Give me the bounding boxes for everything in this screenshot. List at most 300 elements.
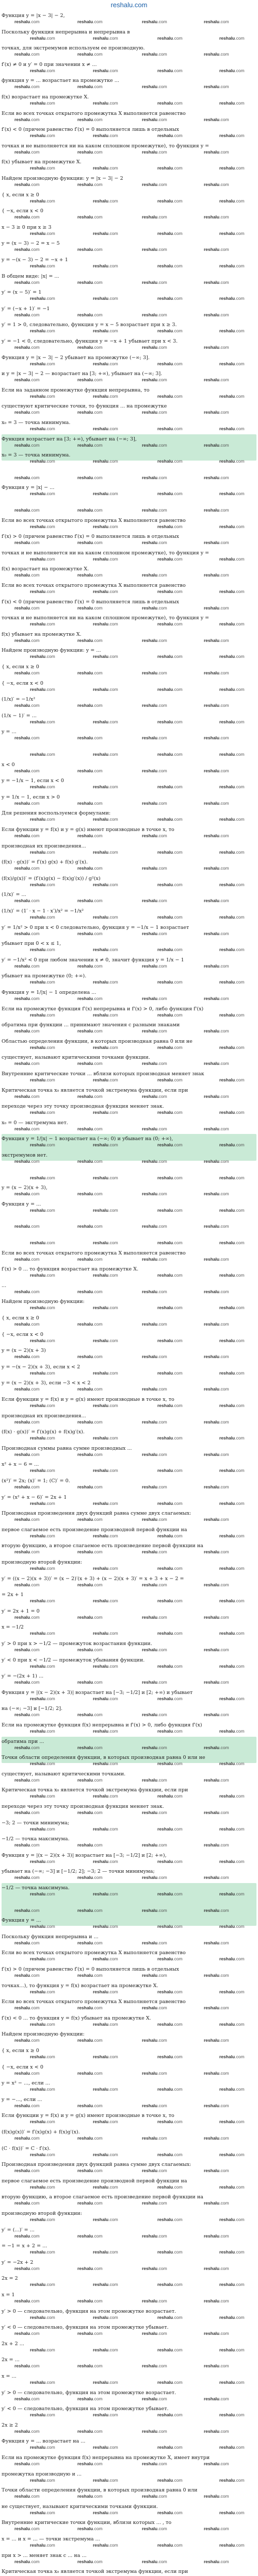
watermark-text: reshalu.com <box>204 247 229 252</box>
solution-line: Если во всех точках открытого промежутка X выполняется равенство <box>2 1250 186 1256</box>
watermark-text: reshalu.com <box>142 800 167 806</box>
watermark-text: reshalu.com <box>204 507 229 513</box>
watermark-text: reshalu.com <box>14 2200 40 2206</box>
watermark-text: reshalu.com <box>204 1159 229 1164</box>
solution-line: f′(x) > 0 (причем равенство f′(x) = 0 выполняется лишь в отдельных <box>2 534 180 540</box>
watermark-text: reshalu.com <box>142 1907 167 1913</box>
watermark-text: reshalu.com <box>77 1028 103 1034</box>
watermark-text: reshalu.com <box>142 703 167 708</box>
solution-line: y′ = −1/x² < 0 при любом значении x ≠ 0, значит функция y = 1/x − 1 <box>2 957 184 963</box>
watermark-text: reshalu.com <box>93 165 118 171</box>
solution-line: y′ > 0 — следовательно, функция на этом промежутке возрастает. <box>2 2308 176 2314</box>
watermark-text: reshalu.com <box>30 1273 55 1278</box>
solution-line: y′ = ((x − 2)(x + 3))′ = (x − 2)′(x + 3) + (x − 2)(x + 3)′ = x + 3 + x − 2 = <box>2 1575 184 1582</box>
solution-line: существует, называют критическими точками. <box>2 1771 126 1777</box>
solution-line: (f(x) · g(x))′ = f′(x) g(x) + f(x) g′(x). <box>2 859 88 866</box>
solution-line: x < 0 <box>2 761 15 768</box>
watermark-text: reshalu.com <box>30 1012 55 1018</box>
watermark-text: reshalu.com <box>30 1077 55 1082</box>
watermark-text: reshalu.com <box>219 1956 245 1962</box>
watermark-text: reshalu.com <box>142 1614 167 1620</box>
watermark-text: reshalu.com <box>204 540 229 546</box>
watermark-text: reshalu.com <box>14 84 40 90</box>
watermark-text: reshalu.com <box>77 312 103 317</box>
watermark-text: reshalu.com <box>93 2347 118 2352</box>
watermark-text: reshalu.com <box>77 2265 103 2271</box>
watermark-text: reshalu.com <box>77 1582 103 1587</box>
watermark-text: reshalu.com <box>219 1598 245 1604</box>
watermark-text: reshalu.com <box>142 1680 167 1685</box>
watermark-text: reshalu.com <box>77 1517 103 1522</box>
solution-line: Если во всех точках открытого промежутка X выполняется равенство <box>2 1999 186 2005</box>
watermark-text: reshalu.com <box>77 2298 103 2303</box>
watermark-text: reshalu.com <box>14 2038 40 2043</box>
watermark-text: reshalu.com <box>157 1370 183 1376</box>
solution-line: y′ = (x² + x − 6)′ = 2x + 1 <box>2 1494 67 1500</box>
solution-line: вторую функцию, а второе слагаемое есть произведение первой функции на <box>2 2194 203 2200</box>
watermark-text: reshalu.com <box>30 2249 55 2255</box>
watermark-text: reshalu.com <box>219 1858 245 1864</box>
watermark-text: reshalu.com <box>157 2412 183 2418</box>
solution-line: точках, для экстремумов используем ее производную. <box>2 45 145 52</box>
solution-line: точках и не выполняется ни на каком сплошном промежутке), то функция y = <box>2 550 209 556</box>
watermark-text: reshalu.com <box>219 621 245 627</box>
watermark-text: reshalu.com <box>30 2510 55 2515</box>
watermark-text: reshalu.com <box>142 1484 167 1489</box>
solution-line: промежутка производную и ... <box>2 2471 82 2477</box>
watermark-text: reshalu.com <box>157 1891 183 1896</box>
watermark-text: reshalu.com <box>204 2005 229 2011</box>
watermark-text: reshalu.com <box>157 1175 183 1180</box>
watermark-text: reshalu.com <box>157 621 183 627</box>
watermark-text: reshalu.com <box>204 1321 229 1327</box>
watermark-text: reshalu.com <box>204 442 229 448</box>
solution-line: первое слагаемое есть произведение производной первой функции на <box>2 1527 187 1533</box>
watermark-text: reshalu.com <box>93 1761 118 1767</box>
watermark-text: reshalu.com <box>93 1142 118 1148</box>
solution-line: y′ = −(2x + 1) ... <box>2 1673 44 1680</box>
watermark-text: reshalu.com <box>219 1793 245 1799</box>
watermark-text: reshalu.com <box>157 2314 183 2320</box>
watermark-text: reshalu.com <box>93 361 118 366</box>
watermark-text: reshalu.com <box>142 52 167 57</box>
watermark-text: reshalu.com <box>142 930 167 936</box>
watermark-text: reshalu.com <box>30 2477 55 2483</box>
watermark-text: reshalu.com <box>14 996 40 1001</box>
solution-line: x₀ = 0 — экстремума нет. <box>2 1120 68 1126</box>
solution-line: y = x² − ..., если ... <box>2 2080 50 2087</box>
solution-line: y = −..., если ... <box>2 2096 42 2103</box>
watermark-text: reshalu.com <box>204 898 229 904</box>
watermark-text: reshalu.com <box>30 621 55 627</box>
solution-line: y′ = 1/x² > 0 при x < 0 следовательно, функция y = −1/x − 1 возрастает <box>2 924 189 930</box>
watermark-text: reshalu.com <box>14 1159 40 1164</box>
watermark-text: reshalu.com <box>142 214 167 220</box>
watermark-text: reshalu.com <box>204 670 229 675</box>
watermark-text: reshalu.com <box>142 2103 167 2108</box>
solution-line: Если функции y = f(x) и y = g(x) имеют производные в точке x, то <box>2 2113 174 2119</box>
watermark-text: reshalu.com <box>14 2396 40 2401</box>
watermark-text: reshalu.com <box>93 1468 118 1473</box>
watermark-text: reshalu.com <box>204 1744 229 1750</box>
watermark-text: reshalu.com <box>204 1810 229 1815</box>
watermark-text: reshalu.com <box>157 849 183 855</box>
solution-line: y = ... <box>2 729 17 735</box>
watermark-text: reshalu.com <box>93 1012 118 1018</box>
watermark-text: reshalu.com <box>14 377 40 383</box>
watermark-text: reshalu.com <box>77 1354 103 1360</box>
watermark-text: reshalu.com <box>93 1989 118 1994</box>
watermark-text: reshalu.com <box>157 1077 183 1082</box>
watermark-text: reshalu.com <box>93 621 118 627</box>
watermark-text: reshalu.com <box>14 1582 40 1587</box>
watermark-text: reshalu.com <box>14 345 40 350</box>
watermark-text: reshalu.com <box>142 149 167 155</box>
watermark-text: reshalu.com <box>14 1517 40 1522</box>
watermark-text: reshalu.com <box>93 1207 118 1213</box>
watermark-text: reshalu.com <box>30 654 55 659</box>
watermark-text: reshalu.com <box>219 1435 245 1441</box>
watermark-text: reshalu.com <box>14 1354 40 1360</box>
watermark-text: reshalu.com <box>204 703 229 708</box>
solution-line <box>2 501 256 508</box>
watermark-text: reshalu.com <box>157 296 183 301</box>
watermark-text: reshalu.com <box>14 2103 40 2108</box>
watermark-text: reshalu.com <box>77 1321 103 1327</box>
watermark-text: reshalu.com <box>219 752 245 757</box>
watermark-text: reshalu.com <box>77 2331 103 2336</box>
watermark-text: reshalu.com <box>204 2461 229 2466</box>
watermark-text: reshalu.com <box>142 312 167 317</box>
watermark-text: reshalu.com <box>93 1696 118 1701</box>
watermark-text: reshalu.com <box>93 2151 118 2157</box>
watermark-text: reshalu.com <box>157 1207 183 1213</box>
watermark-text: reshalu.com <box>204 214 229 220</box>
solution-line: и y = |x − 3| − 2 — возрастает на [3; +∞), убывает на (−∞; 3]. <box>2 371 163 377</box>
watermark-text: reshalu.com <box>93 719 118 724</box>
watermark-text: reshalu.com <box>93 1663 118 1669</box>
watermark-text: reshalu.com <box>30 817 55 822</box>
watermark-text: reshalu.com <box>142 1126 167 1131</box>
watermark-text: reshalu.com <box>77 2461 103 2466</box>
watermark-text: reshalu.com <box>93 947 118 953</box>
solution-line: y = (x − 2)(x + 3) <box>2 1348 46 1354</box>
watermark-text: reshalu.com <box>204 1354 229 1360</box>
watermark-text: reshalu.com <box>157 491 183 497</box>
watermark-text: reshalu.com <box>204 1907 229 1913</box>
watermark-text: reshalu.com <box>93 1240 118 1245</box>
solution-line <box>2 1233 256 1241</box>
watermark-text: reshalu.com <box>14 279 40 285</box>
solution-line: y′ < 0 — следовательно, функция на этом промежутке убывает. <box>2 2325 169 2331</box>
solution-line: производную второй функции: <box>2 1560 83 1565</box>
watermark-text: reshalu.com <box>93 2054 118 2059</box>
solution-line: производную второй функции: <box>2 2211 83 2216</box>
watermark-text: reshalu.com <box>219 393 245 399</box>
watermark-text: reshalu.com <box>142 2233 167 2239</box>
watermark-text: reshalu.com <box>157 1403 183 1408</box>
watermark-text: reshalu.com <box>14 1093 40 1099</box>
watermark-text: reshalu.com <box>77 474 103 480</box>
watermark-text: reshalu.com <box>204 1289 229 1294</box>
watermark-text: reshalu.com <box>93 491 118 497</box>
watermark-text: reshalu.com <box>30 1403 55 1408</box>
watermark-text: reshalu.com <box>219 654 245 659</box>
watermark-text: reshalu.com <box>93 1077 118 1082</box>
watermark-text: reshalu.com <box>204 1451 229 1457</box>
watermark-text: reshalu.com <box>77 52 103 57</box>
watermark-text: reshalu.com <box>157 1337 183 1343</box>
watermark-text: reshalu.com <box>142 1744 167 1750</box>
solution-line: x − 3 ≥ 0 при x ≥ 3 <box>2 224 52 230</box>
watermark-text: reshalu.com <box>93 67 118 73</box>
watermark-text: reshalu.com <box>77 703 103 708</box>
watermark-text: reshalu.com <box>219 2054 245 2059</box>
watermark-text: reshalu.com <box>157 979 183 985</box>
watermark-text: reshalu.com <box>77 1875 103 1880</box>
watermark-text: reshalu.com <box>14 1484 40 1489</box>
watermark-text: reshalu.com <box>204 2363 229 2369</box>
solution-line: Областью определения функции, в которых производная равна 0 или не <box>2 1038 192 1044</box>
watermark-text: reshalu.com <box>157 1566 183 1571</box>
watermark-text: reshalu.com <box>219 1110 245 1115</box>
watermark-text: reshalu.com <box>93 35 118 41</box>
watermark-text: reshalu.com <box>204 84 229 90</box>
watermark-text: reshalu.com <box>77 963 103 969</box>
solution-line: убывает на (−∞; −3] и [−1/2; 2]; −3; 2 — точки минимума; <box>2 1869 155 1875</box>
watermark-text: reshalu.com <box>14 1126 40 1131</box>
solution-line: −1/2 — точка максимума. <box>2 1836 70 1842</box>
watermark-text: reshalu.com <box>142 1386 167 1392</box>
watermark-text: reshalu.com <box>93 100 118 106</box>
watermark-text: reshalu.com <box>93 1598 118 1604</box>
watermark-text: reshalu.com <box>219 35 245 41</box>
watermark-text: reshalu.com <box>77 540 103 546</box>
watermark-text: reshalu.com <box>14 507 40 513</box>
solution-line: y′ < 0 при x < −1/2 — промежуток убывания функции. <box>2 1657 145 1663</box>
watermark-text: reshalu.com <box>30 1598 55 1604</box>
watermark-text: reshalu.com <box>93 1826 118 1832</box>
watermark-text: reshalu.com <box>93 686 118 692</box>
watermark-text: reshalu.com <box>14 1777 40 1783</box>
solution-line: { x, если x ≥ 0 <box>2 2048 39 2054</box>
watermark-text: reshalu.com <box>14 442 40 448</box>
watermark-text: reshalu.com <box>219 1728 245 1734</box>
watermark-text: reshalu.com <box>93 2282 118 2287</box>
solution-line: Если функции y = f(x) и y = g(x) имеют производные в точке x, то <box>2 1397 174 1402</box>
watermark-text: reshalu.com <box>219 165 245 171</box>
solution-line: Если на промежутке функция f(x) непрерывна на промежутке X, имеет внутри <box>2 2455 210 2461</box>
watermark-text: reshalu.com <box>93 1403 118 1408</box>
watermark-text: reshalu.com <box>219 361 245 366</box>
watermark-text: reshalu.com <box>77 605 103 611</box>
watermark-text: reshalu.com <box>30 1566 55 1571</box>
solution-line: первое слагаемое есть произведение производной первой функции на <box>2 2178 187 2184</box>
solution-line: (1/x)′ = (1′ · x − 1 · x′)/x² = −1/x² <box>2 908 84 914</box>
watermark-text: reshalu.com <box>93 1273 118 1278</box>
watermark-text: reshalu.com <box>219 849 245 855</box>
watermark-text: reshalu.com <box>204 2526 229 2532</box>
watermark-text: reshalu.com <box>93 2217 118 2222</box>
watermark-text: reshalu.com <box>30 947 55 953</box>
watermark-text: reshalu.com <box>157 2151 183 2157</box>
watermark-text: reshalu.com <box>219 198 245 204</box>
watermark-text: reshalu.com <box>14 1191 40 1197</box>
watermark-text: reshalu.com <box>142 182 167 187</box>
watermark-text: reshalu.com <box>157 1761 183 1767</box>
watermark-text: reshalu.com <box>30 914 55 920</box>
watermark-text: reshalu.com <box>93 849 118 855</box>
watermark-text: reshalu.com <box>77 2136 103 2141</box>
watermark-text: reshalu.com <box>77 1842 103 1848</box>
watermark-text: reshalu.com <box>157 1631 183 1636</box>
watermark-text: reshalu.com <box>204 1191 229 1197</box>
watermark-text: reshalu.com <box>157 2054 183 2059</box>
watermark-text: reshalu.com <box>93 1110 118 1115</box>
watermark-text: reshalu.com <box>219 1924 245 1929</box>
watermark-text: reshalu.com <box>219 2314 245 2320</box>
watermark-text: reshalu.com <box>77 2396 103 2401</box>
watermark-text: reshalu.com <box>219 2249 245 2255</box>
solution-line: y′ = (...)′ = ... <box>2 2227 35 2233</box>
watermark-text: reshalu.com <box>93 1370 118 1376</box>
watermark-text: reshalu.com <box>142 2428 167 2434</box>
watermark-text: reshalu.com <box>142 963 167 969</box>
watermark-text: reshalu.com <box>219 1012 245 1018</box>
solution-line: точках...), то функция y = f(x) возрастает на промежутке X. <box>2 1982 158 1989</box>
watermark-text: reshalu.com <box>219 2151 245 2157</box>
watermark-text: reshalu.com <box>93 1631 118 1636</box>
watermark-text: reshalu.com <box>157 556 183 562</box>
watermark-text: reshalu.com <box>77 116 103 122</box>
watermark-text: reshalu.com <box>14 1680 40 1685</box>
watermark-text: reshalu.com <box>14 182 40 187</box>
watermark-text: reshalu.com <box>14 637 40 643</box>
solution-line: { −x, если x < 0 <box>2 208 43 214</box>
watermark-text: reshalu.com <box>77 1973 103 1978</box>
watermark-text: reshalu.com <box>204 1224 229 1229</box>
watermark-text: reshalu.com <box>157 2282 183 2287</box>
watermark-text: reshalu.com <box>157 2380 183 2385</box>
solution-line: y = (x − 3) − 2 = x − 5 <box>2 241 60 247</box>
watermark-text: reshalu.com <box>77 800 103 806</box>
watermark-text: reshalu.com <box>30 2119 55 2125</box>
watermark-text: reshalu.com <box>30 556 55 562</box>
solution-line: y′ = (−x + 1)′ = −1 <box>2 306 50 312</box>
solution-line: переходе через эту точку производная функция меняет знак. <box>2 1804 164 1809</box>
solution-line: 2x = 2 <box>2 2276 18 2282</box>
watermark-text: reshalu.com <box>157 2477 183 2483</box>
watermark-text: reshalu.com <box>219 817 245 822</box>
watermark-text: reshalu.com <box>93 914 118 920</box>
watermark-text: reshalu.com <box>204 930 229 936</box>
watermark-text: reshalu.com <box>14 474 40 480</box>
watermark-text: reshalu.com <box>204 312 229 317</box>
solution-line: на (−∞; −3] и [−1/2; 2]. <box>2 1706 62 1712</box>
solution-line: Производная произведения двух функций равна сумме двух слагаемых: <box>2 1511 191 1517</box>
watermark-text: reshalu.com <box>30 491 55 497</box>
watermark-text: reshalu.com <box>93 523 118 529</box>
watermark-text: reshalu.com <box>30 849 55 855</box>
watermark-text: reshalu.com <box>142 866 167 871</box>
watermark-text: reshalu.com <box>77 1061 103 1066</box>
watermark-text: reshalu.com <box>14 1549 40 1555</box>
watermark-text: reshalu.com <box>204 19 229 24</box>
watermark-text: reshalu.com <box>30 1631 55 1636</box>
watermark-text: reshalu.com <box>142 474 167 480</box>
watermark-text: reshalu.com <box>77 996 103 1001</box>
watermark-text: reshalu.com <box>14 214 40 220</box>
watermark-text: reshalu.com <box>93 1175 118 1180</box>
watermark-text: reshalu.com <box>93 882 118 887</box>
watermark-text: reshalu.com <box>157 752 183 757</box>
watermark-text: reshalu.com <box>204 2038 229 2043</box>
solution-line: y = (x − 2)(x + 3), <box>2 1185 47 1191</box>
watermark-text: reshalu.com <box>77 442 103 448</box>
watermark-text: reshalu.com <box>157 654 183 659</box>
watermark-text: reshalu.com <box>157 2119 183 2125</box>
watermark-text: reshalu.com <box>93 1435 118 1441</box>
watermark-text: reshalu.com <box>157 817 183 822</box>
watermark-text: reshalu.com <box>219 556 245 562</box>
watermark-text: reshalu.com <box>142 2494 167 2499</box>
watermark-text: reshalu.com <box>142 1256 167 1262</box>
watermark-text: reshalu.com <box>204 1712 229 1718</box>
watermark-text: reshalu.com <box>77 410 103 415</box>
watermark-text: reshalu.com <box>219 2445 245 2450</box>
watermark-text: reshalu.com <box>204 1582 229 1587</box>
site-title[interactable]: reshalu.com <box>110 1 148 9</box>
watermark-text: reshalu.com <box>30 2282 55 2287</box>
watermark-text: reshalu.com <box>14 1061 40 1066</box>
watermark-text: reshalu.com <box>219 2380 245 2385</box>
watermark-text: reshalu.com <box>93 784 118 790</box>
watermark-text: reshalu.com <box>219 491 245 497</box>
watermark-text: reshalu.com <box>30 2151 55 2157</box>
watermark-text: reshalu.com <box>157 165 183 171</box>
watermark-text: reshalu.com <box>30 165 55 171</box>
watermark-text: reshalu.com <box>93 1566 118 1571</box>
watermark-text: reshalu.com <box>142 833 167 838</box>
watermark-text: reshalu.com <box>93 1305 118 1311</box>
watermark-text: reshalu.com <box>204 2331 229 2336</box>
solution-line: x = −1/2 <box>2 1624 24 1631</box>
watermark-text: reshalu.com <box>219 1305 245 1311</box>
watermark-text: reshalu.com <box>14 1973 40 1978</box>
watermark-text: reshalu.com <box>219 2347 245 2352</box>
watermark-text: reshalu.com <box>142 1647 167 1652</box>
solution-line: Критическая точка x₀ является точкой экстремума функции, если при <box>2 1087 188 1093</box>
watermark-text: reshalu.com <box>204 2265 229 2271</box>
solution-line: y′ = 1 > 0, следовательно, функция y = x − 5 возрастает при x ≥ 3. <box>2 322 177 328</box>
watermark-text: reshalu.com <box>204 1940 229 1945</box>
watermark-text: reshalu.com <box>157 1273 183 1278</box>
watermark-text: reshalu.com <box>30 1044 55 1050</box>
watermark-text: reshalu.com <box>77 866 103 871</box>
watermark-text: reshalu.com <box>14 1224 40 1229</box>
solution-line: Если во всех точках открытого промежутка X выполняется равенство <box>2 1950 186 1956</box>
solution-line: Функция y = |(x − 2)(x + 3)| возрастает на [−3; −1/2] и [2; +∞) и убывает <box>2 1689 193 1696</box>
watermark-text: reshalu.com <box>157 1728 183 1734</box>
solution-line: существует, называют критическими точками функции. <box>2 1055 150 1061</box>
solution-line: (C · f(x))′ = C · f′(x). <box>2 2145 51 2151</box>
solution-line: Функция возрастает на [3; +∞), убывает на (−∞; 3], <box>2 436 137 442</box>
watermark-text: reshalu.com <box>14 1256 40 1262</box>
watermark-text: reshalu.com <box>77 670 103 675</box>
watermark-text: reshalu.com <box>77 84 103 90</box>
watermark-text: reshalu.com <box>142 1093 167 1099</box>
solution-line: Функция y = ... возрастает на ... <box>2 2438 86 2445</box>
